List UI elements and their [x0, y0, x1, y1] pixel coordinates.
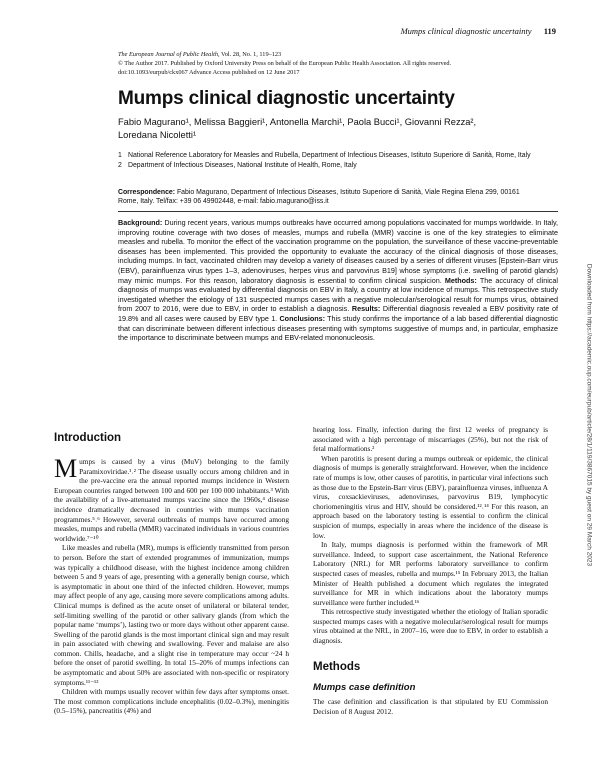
intro-paragraph-4: hearing loss. Finally, infection during the first 12 weeks of pregnancy is associated with a high percentage of miscarriages (25%), but not the risk of fetal malformations.²	[313, 425, 548, 454]
case-definition-subheading: Mumps case definition	[313, 681, 416, 693]
affiliation-2	[118, 161, 538, 170]
intro-paragraph-7: This retrospective study investigated whether the etiology of Italian sporadic suspected mumps cases with a negative molecular/serological result for mumps virus obtained at the NRL, in 2007–16, were due to EBV, in order to establish a diagnosis.	[313, 607, 548, 646]
abstract-methods-label: Methods:	[444, 275, 477, 285]
journal-info	[118, 50, 558, 77]
abstract-methods: The accuracy of clinical diagnosis of mumps was evaluated by differential diagnosis on EBV in Italy, a country at low incidence of mumps. This retrospective study investigated whether the etiology of 131 suspected mumps cases with a negative molecular/serological result for mumps virus, obtained from 2007 to 2016, were due to EBV, in order to establish a diagnosis.	[118, 275, 558, 314]
intro-paragraph-1	[54, 454, 289, 543]
affiliations	[118, 151, 538, 172]
intro-paragraph-5: When parotitis is present during a mumps outbreak or epidemic, the clinical diagnosis of mumps is generally straightforward. However, when the incidence rate of mumps is low, other causes of parotitis, in particular viral infections such as those due to the Epstein-Barr virus (EBV), parainfluenza viruses, influenza A virus, coxsackieviruses, adenoviruses, parvovirus B19, lymphocytic choriomeningitis virus and HIV, should be considered.¹²˒¹⁴ For this reason, an approach based on the laboratory testing is essential to confirm the clinical suspicion of mumps, especially in areas where the incidence of the disease is low.	[313, 453, 548, 540]
left-column	[54, 425, 289, 716]
affiliation-text: National Reference Laboratory for Measles and Rubella, Department of Infectious Diseases, Istituto Superiore di Sanità, Rome, Italy	[128, 152, 531, 159]
page-number: 119	[543, 26, 556, 36]
abstract-results-label: Results:	[351, 304, 381, 314]
drop-cap: M	[54, 454, 78, 483]
correspondence-text: Fabio Magurano, Department of Infectious Diseases, Istituto Superiore di Sanità, Viale Regina Elena 299, 00161 Rome, Italy. Tel/fax: +39 06 49902448, e-mail: fabio.magurano@iss.it	[118, 189, 520, 206]
journal-doi: doi:10.1093/eurpub/ckx067 Advance Access published on 12 June 2017	[118, 69, 300, 76]
journal-name: The European Journal of Public Health	[118, 51, 218, 58]
abstract-conclusions-label: Conclusions:	[279, 313, 326, 323]
journal-copyright: © The Author 2017. Published by Oxford University Press on behalf of the European Public Health Association. All rights reserved.	[118, 60, 452, 67]
affiliation-text: Department of Infectious Diseases, National Institute of Health, Rome, Italy	[128, 162, 357, 170]
authors-line-2: Loredana Nicoletti¹	[118, 130, 197, 140]
download-watermark-text: Downloaded from https://academic.oup.com/eurpub/article/28/1/119/3867015 by guest on 29 March 2023	[585, 263, 593, 567]
abstract	[118, 218, 558, 343]
authors-line-1: Fabio Magurano¹, Melissa Baggieri¹, Antonella Marchi¹, Paola Bucci¹, Giovanni Rezza²,	[118, 117, 477, 127]
journal-volume: , Vol. 28, No. 1, 119–123	[217, 51, 282, 58]
running-head	[401, 26, 556, 36]
affiliation-1	[118, 151, 538, 160]
right-column	[313, 425, 548, 716]
intro-paragraph-6: In Italy, mumps diagnosis is performed within the framework of MR surveillance. Indeed, to support case ascertainment, the National Reference Laboratory (NRL) for MR performs laboratory surveillance to confirm suspected cases of measles, rubella and mumps.¹⁵ In February 2013, the Italian Minister of Health published a document which regulates the integrated surveillance for MR in which indications about the laboratory mumps surveillance were further included.¹⁶	[313, 540, 548, 607]
intro-paragraph-1-text: umps is caused by a virus (MuV) belonging to the family Paramixoviridae.¹˒² The disease usually occurs among children and in the pre-vaccine era the annual reported mumps incidence in Western European countries ranged between 100 and 600 per 100 000 inhabitants.³ With the availability of a live-attenuated mumps vaccine since the 1960s,⁴ disease incidence dramatically decreased in countries with mumps vaccination programmes.⁵˒⁶ However, several outbreaks of mumps have occurred among measles, mumps and rubella (MMR) vaccinated individuals in various countries worldwide.⁷⁻¹⁰	[54, 457, 289, 543]
journal-citation	[118, 50, 558, 59]
abstract-background-label: Background:	[118, 218, 163, 227]
intro-paragraph-3: Children with mumps usually recover within few days after symptoms onset. The most common complications include encephalitis (0.02–0.3%), meningitis (0.5–15%), pancreatitis (4%) and	[54, 687, 289, 716]
correspondence-label: Correspondence:	[118, 189, 176, 196]
divider	[118, 211, 558, 212]
abstract-conclusions: This study confirms the importance of a lab based differential diagnostic that can discriminate between different infectious diseases presenting with symptoms suggestive of mumps and, in particular, emphasize the importance to discriminate between mumps and EBV-related mononucleosis.	[118, 313, 559, 343]
abstract-results: Differential diagnosis revealed a EBV positivity rate of 19.8% and all cases were caused by EBV type 1.	[118, 304, 558, 323]
introduction-heading: Introduction	[54, 432, 122, 444]
methods-paragraph-1: The case definition and classification is that stipulated by EU Commission Decision of 8 August 2012.	[313, 697, 548, 716]
running-head-title: Mumps clinical diagnostic uncertainty	[400, 26, 532, 36]
author-list	[118, 116, 558, 142]
abstract-background: During recent years, various mumps outbreaks have occurred among populations vaccinated for mumps worldwide. In Italy, improving routine coverage with two doses of measles, mumps and rubella (MMR) vaccine is one of the key strategies to eliminate measles and rubella. To monitor the effect of the vaccination programme on the population, the surveillance of these vaccine-preventable diseases has been implemented. This provided the opportunity to evaluate the accuracy of the clinical diagnosis of those diseases, including mumps. In fact, vaccinated children may develop a variety of diseases caused by a series of different viruses [Epstein-Barr virus (EBV), parainfluenza virus types 1–3, adenoviruses, herpes virus and parvovirus B19] whose symptoms (i.e. swelling of parotid glands) may mimic mumps. For this reason, laboratory diagnosis is essential to confirm clinical suspicion.	[118, 218, 558, 285]
methods-heading: Methods	[313, 660, 361, 673]
download-watermark	[582, 200, 596, 630]
correspondence	[118, 188, 528, 207]
affiliation-number: 2	[118, 162, 122, 170]
affiliation-number: 1	[118, 152, 122, 159]
intro-paragraph-2: Like measles and rubella (MR), mumps is efficiently transmitted from person to person. Before the start of extended programmes of immunization, mumps was typically a childhood disease, with the highest incidence among children between 5 and 9 years of age, presenting with a generally benign course, which is asymptomatic in about one third of the infected children. However, mumps may affect people of any age, causing more severe complications among adults. Clinical mumps is defined as the acute onset of unilateral or bilateral tender, self-limiting swelling of the parotid or other salivary glands (from which the popular name ‘mumps’), lasting two or more days without other apparent cause. Swelling of the parotid glands is the most important clinical sign and may result in pain associated with chewing and swallowing. Fever and malaise are also common. Chills, headache, and a slight rise in temperature may occur ~24 h before the onset of parotid swelling. In total 15–20% of mumps infections can be asymptomatic and about 50% are associated with non-specific or respiratory symptoms.¹¹⁻¹³	[54, 543, 289, 687]
article-title: Mumps clinical diagnostic uncertainty	[118, 88, 455, 109]
